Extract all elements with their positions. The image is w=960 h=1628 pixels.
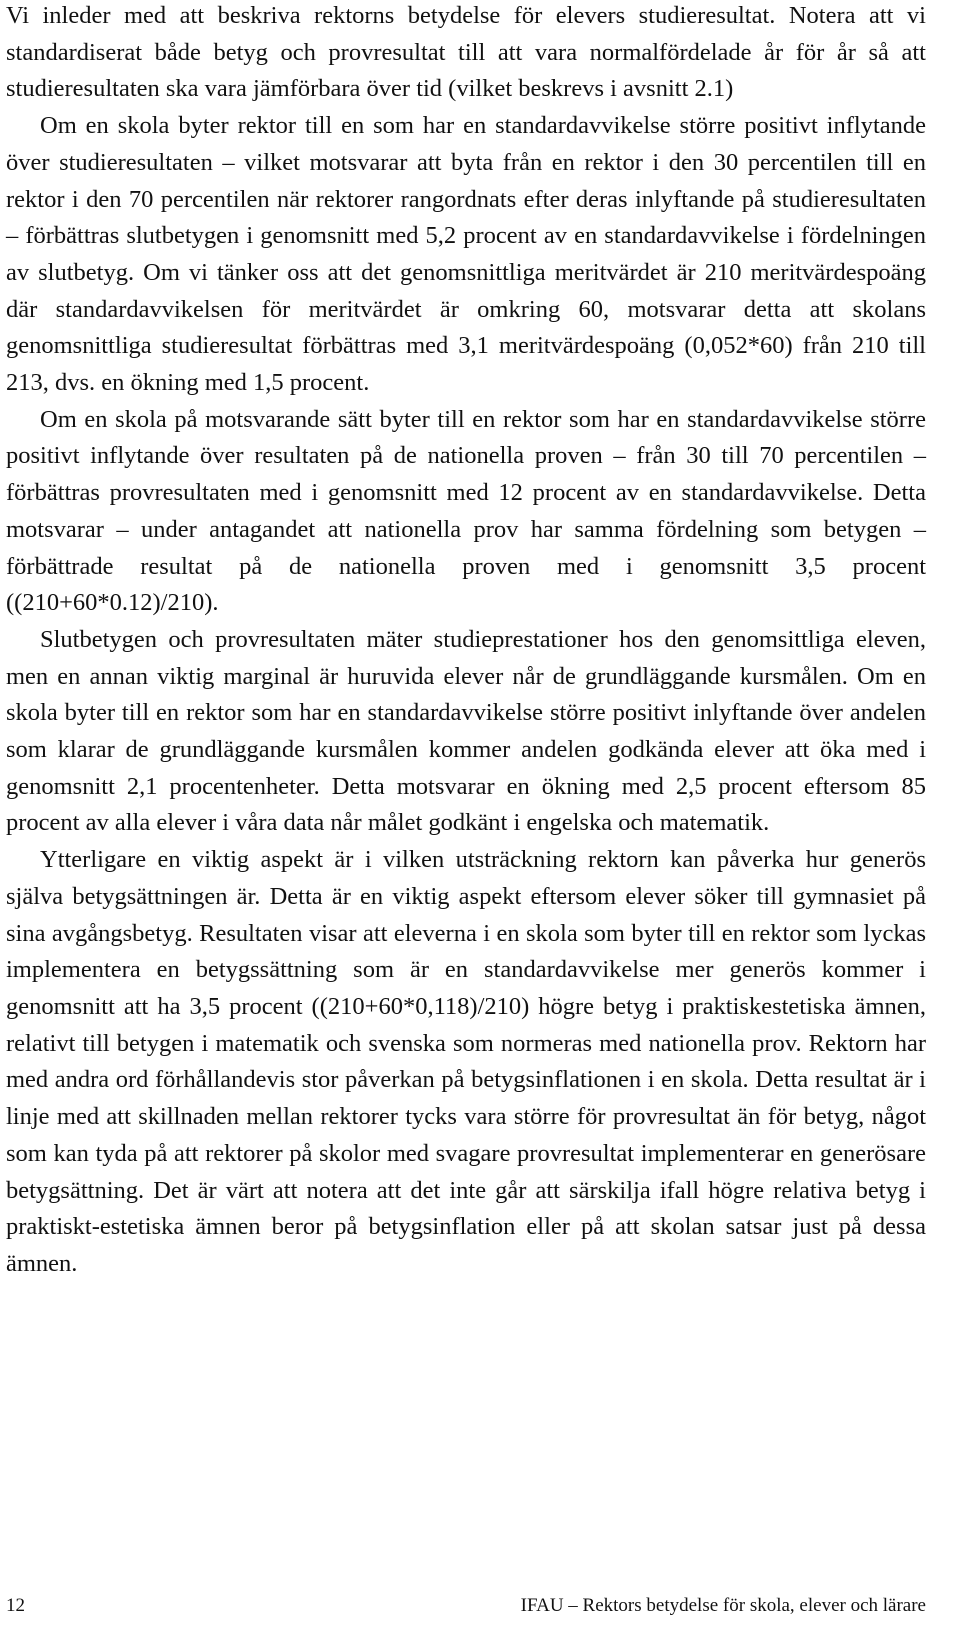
paragraph-grading-generosity: Ytterligare en viktig aspekt är i vilken utsträckning rektorn kan påverka hur generös själva betygsättningen är. Detta är en viktig aspekt eftersom elever söker till gymnasiet på sina avgångsbetyg. Resultaten visar att eleverna i en skola som byter till en rektor som lyckas implementera en betygssättning som är en standardavvikelse mer generös kommer i genomsnitt att ha 3,5 procent ((210+60*0,118)/210) högre betyg i praktiskestetiska ämnen, relativt till betygen i matematik och svenska som normeras med nationella prov. Rektorn har med andra ord förhållandevis stor påverkan på betygsinflationen i en skola. Detta resultat är i linje med att skillnaden mellan rektorer tycks vara större för provresultat än för betyg, något som kan tyda på att rektorer på skolor med svagare provresultat implementerar en generösare betygsättning. Det är värt att notera att det inte går att särskilja ifall högre relativa betyg i praktiskt-estetiska ämnen beror på betygsinflation eller på att skolan satsar just på dessa ämnen. bbox=[6, 846, 926, 1277]
page-number: 12 bbox=[6, 1595, 25, 1616]
paragraph-national-tests-effect: Om en skola på motsvarande sätt byter till en rektor som har en standardavvikelse större positivt inflytande över resultaten på de nationella proven – från 30 till 70 percentilen – förbättras provresultaten med i genomsnitt med 12 procent av en standardavvikelse. Detta motsvarar – under antagandet att nationella prov har samma fördelning som betygen – förbättrade resultat på de nationella proven med i genomsnitt 3,5 procent ((210+60*0.12)/210). bbox=[6, 405, 926, 617]
paragraph-passing-rate-effect: Slutbetygen och provresultaten mäter studieprestationer hos den genomsittliga eleven, men en annan viktig marginal är huruvida elever når de grundläggande kursmålen. Om en skola byter till en rektor som har en standardavvikelse större positivt inlyftande över andelen som klarar de grundläggande kursmålen kommer andelen godkända elever att öka med i genomsnitt 2,1 procentenheter. Detta motsvarar en ökning med 2,5 procent eftersom 85 procent av alla elever i våra data når målet godkänt i engelska och matematik. bbox=[6, 625, 926, 837]
page-footer bbox=[6, 1591, 926, 1621]
paragraph-final-grades-effect: Om en skola byter rektor till en som har en standardavvikelse större positivt inflytande över studieresultaten – vilket motsvarar att byta från en rektor i den 30 percentilen till en rektor i den 70 percentilen när rektorer rangordnats efter deras inlyftande på studieresultaten – förbättras slutbetygen i genomsnitt med 5,2 procent av en standardavvikelse i fördelningen av slutbetyg. Om vi tänker oss att det genomsnittliga meritvärdet är 210 meritvärdespoäng där standardavvikelsen för meritvärdet är omkring 60, motsvarar detta att skolans genomsnittliga studieresultat förbättras med 3,1 meritvärdespoäng (0,052*60) från 210 till 213, dvs. en ökning med 1,5 procent. bbox=[6, 112, 926, 397]
body-text bbox=[6, 0, 926, 1283]
running-footer-title: IFAU – Rektors betydelse för skola, elever och lärare bbox=[520, 1595, 926, 1616]
paragraph-intro: Vi inleder med att beskriva rektorns betydelse för elevers studieresultat. Notera att vi standardiserat både betyg och provresultat till att vara normalfördelade år för år så att studieresultaten ska vara jämförbara över tid (vilket beskrevs i avsnitt 2.1) bbox=[6, 2, 926, 103]
